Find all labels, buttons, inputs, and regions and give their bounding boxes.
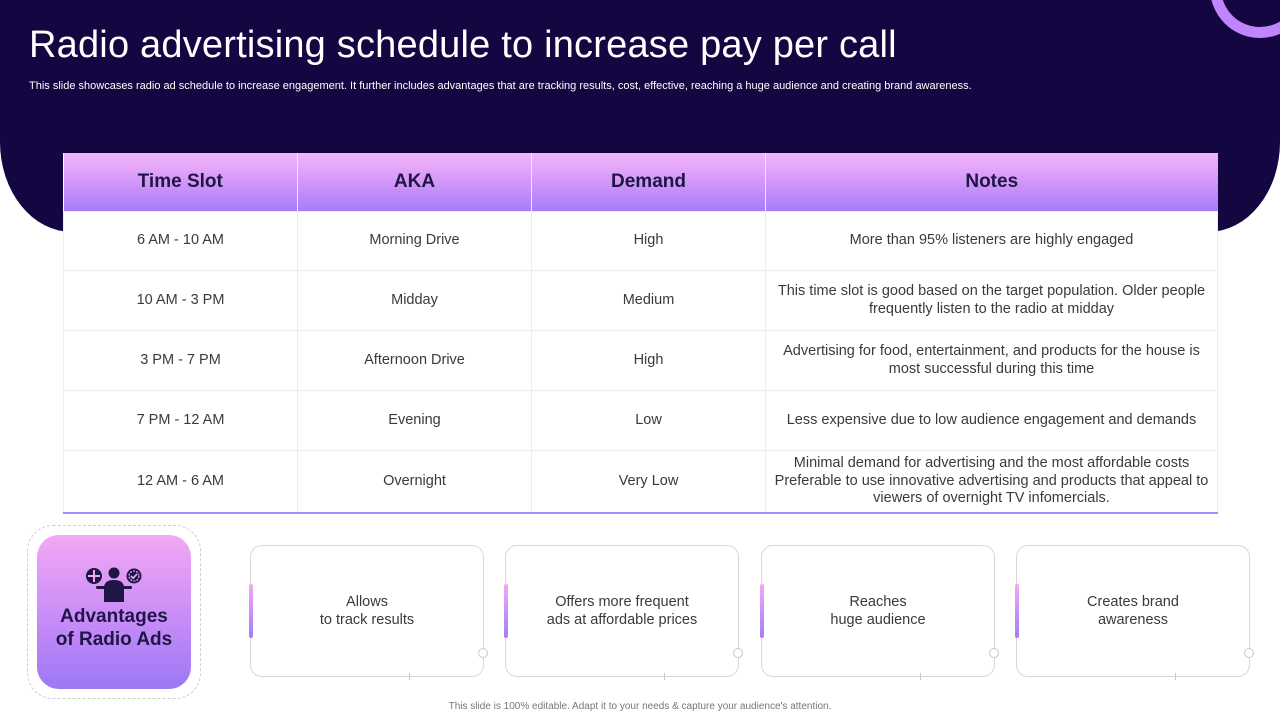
cell-notes: This time slot is good based on the target population. Older people frequently listen to the radio at midday bbox=[766, 271, 1218, 331]
table-row bbox=[64, 212, 1218, 271]
cell-aka: Overnight bbox=[298, 451, 532, 514]
column-header-notes: Notes bbox=[766, 153, 1218, 212]
cell-aka: Midday bbox=[298, 271, 532, 331]
advantage-card-huge-audience bbox=[761, 545, 995, 677]
advantage-text: Allows to track results bbox=[319, 594, 415, 628]
card-tick-mark bbox=[1175, 673, 1176, 680]
table-header-row bbox=[64, 153, 1218, 212]
advantage-card-track-results bbox=[250, 545, 484, 677]
cell-time-slot: 7 PM - 12 AM bbox=[64, 391, 298, 451]
card-connector-dot bbox=[989, 648, 999, 658]
table-row bbox=[64, 451, 1218, 514]
cell-time-slot: 12 AM - 6 AM bbox=[64, 451, 298, 514]
column-header-time-slot: Time Slot bbox=[64, 153, 298, 212]
advantage-card-brand-awareness bbox=[1016, 545, 1250, 677]
advantage-text: Offers more frequent ads at affordable prices bbox=[546, 594, 698, 628]
footer-note: This slide is 100% editable. Adapt it to your needs & capture your audience's attention. bbox=[448, 701, 832, 712]
schedule-table bbox=[63, 153, 1218, 514]
card-connector-dot bbox=[1244, 648, 1254, 658]
cell-aka: Evening bbox=[298, 391, 532, 451]
table-row bbox=[64, 391, 1218, 451]
cell-aka: Morning Drive bbox=[298, 212, 532, 271]
page-title: Radio advertising schedule to increase pay per call bbox=[29, 24, 897, 66]
cell-demand: Very Low bbox=[532, 451, 766, 514]
advantages-title: Advantages of Radio Ads bbox=[55, 606, 173, 650]
card-tick-mark bbox=[920, 673, 921, 680]
card-tick-mark bbox=[664, 673, 665, 680]
cell-time-slot: 3 PM - 7 PM bbox=[64, 331, 298, 391]
card-connector-dot bbox=[478, 648, 488, 658]
table-row bbox=[64, 331, 1218, 391]
advantage-card-affordable-ads bbox=[505, 545, 739, 677]
column-header-aka: AKA bbox=[298, 153, 532, 212]
advantage-text: Reaches huge audience bbox=[830, 594, 926, 628]
page-subtitle: This slide showcases radio ad schedule to increase engagement. It further includes advantages that are tracking results, cost, effective, reaching a huge audience and creating brand awareness. bbox=[29, 80, 972, 92]
advantage-text: Creates brand awareness bbox=[1087, 594, 1179, 628]
cell-notes: More than 95% listeners are highly engaged bbox=[766, 212, 1218, 271]
people-plus-gear-icon bbox=[86, 566, 142, 602]
cell-notes: Advertising for food, entertainment, and products for the house is most successful during this time bbox=[766, 331, 1218, 391]
cell-notes: Less expensive due to low audience engagement and demands bbox=[766, 391, 1218, 451]
cell-demand: High bbox=[532, 331, 766, 391]
cell-time-slot: 10 AM - 3 PM bbox=[64, 271, 298, 331]
advantages-box bbox=[37, 535, 191, 689]
cell-aka: Afternoon Drive bbox=[298, 331, 532, 391]
cell-demand: High bbox=[532, 212, 766, 271]
cell-demand: Medium bbox=[532, 271, 766, 331]
cell-demand: Low bbox=[532, 391, 766, 451]
cell-time-slot: 6 AM - 10 AM bbox=[64, 212, 298, 271]
card-tick-mark bbox=[409, 673, 410, 680]
cell-notes: Minimal demand for advertising and the most affordable costs Preferable to use innovative advertising and products that appeal to viewers of overnight TV infomercials. bbox=[766, 451, 1218, 514]
table-row bbox=[64, 271, 1218, 331]
card-connector-dot bbox=[733, 648, 743, 658]
column-header-demand: Demand bbox=[532, 153, 766, 212]
